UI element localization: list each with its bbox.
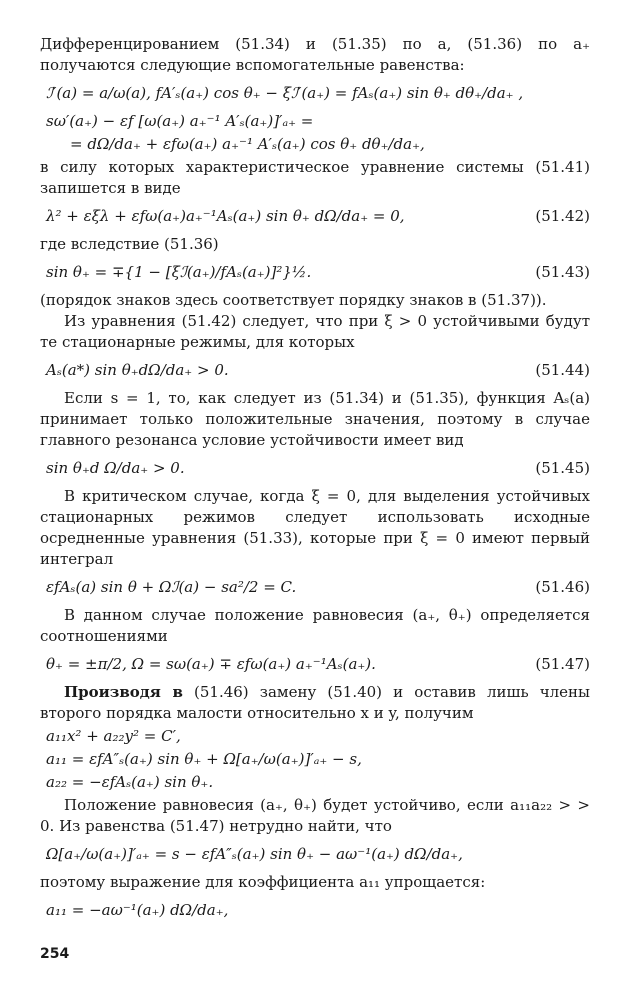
equation-number: (51.46) — [535, 578, 590, 596]
equation — [40, 844, 590, 865]
equation-body: a₁₁ = εfA″ₛ(a₊) sin θ₊ + Ω[a₊/ω(a₊)]′ₐ₊ − s, — [46, 750, 362, 768]
equation — [40, 900, 590, 921]
equation-body: sin θ₊ = ∓{1 − [ξℐ(a₊)/fAₛ(a₊)]²}½. — [46, 263, 312, 281]
equation-body: = dΩ/da₊ + εfω(a₊) a₊⁻¹ A′ₛ(a₊) cos θ₊ dθ₊/da₊, — [70, 135, 425, 153]
equation — [40, 111, 590, 132]
equation — [40, 772, 590, 793]
equation-body: a₂₂ = −εfAₛ(a₊) sin θ₊. — [46, 773, 214, 791]
paragraph: В критическом случае, когда ξ = 0, для выделения устойчивых стационарных режимов следует использовать исходные осредненные уравнения (51.33), которые при ξ = 0 имеют первый интеграл — [40, 487, 590, 568]
equation-body: εfAₛ(a) sin θ + Ωℐ(a) − sa²/2 = C. — [46, 578, 297, 596]
equation-body: sω′(a₊) − εf [ω(a₊) a₊⁻¹ A′ₛ(a₊)]′ₐ₊ = — [46, 112, 314, 130]
paragraph — [40, 682, 590, 724]
page-number: 254 — [40, 946, 70, 962]
paragraph: Положение равновесия (a₊, θ₊) будет устойчиво, если a₁₁a₂₂ > > 0. Из равенства (51.47) нетрудно найти, что — [40, 796, 590, 835]
bold-lead: Производя в — [64, 683, 183, 701]
paragraph: В данном случае положение равновесия (a₊, θ₊) определяется соотношениями — [40, 606, 590, 645]
equation — [40, 360, 590, 381]
equation-body: sin θ₊d Ω/da₊ > 0. — [46, 459, 185, 477]
equation — [40, 134, 590, 155]
equation-body: a₁₁ = −aω⁻¹(a₊) dΩ/da₊, — [46, 901, 229, 919]
equation-number: (51.45) — [535, 459, 590, 477]
equation-number: (51.43) — [535, 263, 590, 281]
paragraph: Из уравнения (51.42) следует, что при ξ > 0 устойчивыми будут те стационарные режимы, для которых — [40, 312, 590, 351]
equation-body: θ₊ = ±π/2, Ω = sω(a₊) ∓ εfω(a₊) a₊⁻¹Aₛ(a₊). — [46, 655, 376, 673]
equation — [40, 726, 590, 747]
equation-body: ℐ′(a) = a/ω(a), fA′ₛ(a₊) cos θ₊ − ξℐ′(a₊) = fAₛ(a₊) sin θ₊ dθ₊/da₊ , — [46, 84, 524, 102]
paragraph: поэтому выражение для коэффициента a₁₁ упрощается: — [40, 873, 486, 891]
paragraph: Если s = 1, то, как следует из (51.34) и (51.35), функция Aₛ(a) принимает только положительные значения, поэтому в случае главного резонанса условие устойчивости имеет вид — [40, 389, 590, 449]
equation — [40, 262, 590, 283]
equation — [40, 654, 590, 675]
paragraph: (порядок знаков здесь соответствует порядку знаков в (51.37)). — [40, 291, 547, 309]
equation — [40, 577, 590, 598]
paragraph: где вследствие (51.36) — [40, 235, 219, 253]
equation — [40, 206, 590, 227]
paragraph-text: (51.46) замену (51.40) и оставив лишь члены второго порядка малости относительно x и y, получим — [40, 683, 590, 722]
equation-body: λ² + εξλ + εfω(a₊)a₊⁻¹Aₛ(a₊) sin θ₊ dΩ/da₊ = 0, — [46, 207, 405, 225]
paragraph: Дифференцированием (51.34) и (51.35) по a, (51.36) по a₊ получаются следующие вспомогательные равенства: — [40, 35, 590, 74]
equation-body: a₁₁x² + a₂₂y² = C′, — [46, 727, 181, 745]
equation-body: Ω[a₊/ω(a₊)]′ₐ₊ = s − εfA″ₛ(a₊) sin θ₊ − aω⁻¹(a₊) dΩ/da₊, — [46, 845, 463, 863]
equation — [40, 749, 590, 770]
equation-number: (51.47) — [535, 655, 590, 673]
equation-number: (51.42) — [535, 207, 590, 225]
equation-number: (51.44) — [535, 361, 590, 379]
equation — [40, 458, 590, 479]
equation — [40, 83, 590, 104]
equation-body: Aₛ(a*) sin θ₊dΩ/da₊ > 0. — [46, 361, 229, 379]
paragraph: в силу которых характеристическое уравнение системы (51.41) запишется в виде — [40, 158, 590, 197]
